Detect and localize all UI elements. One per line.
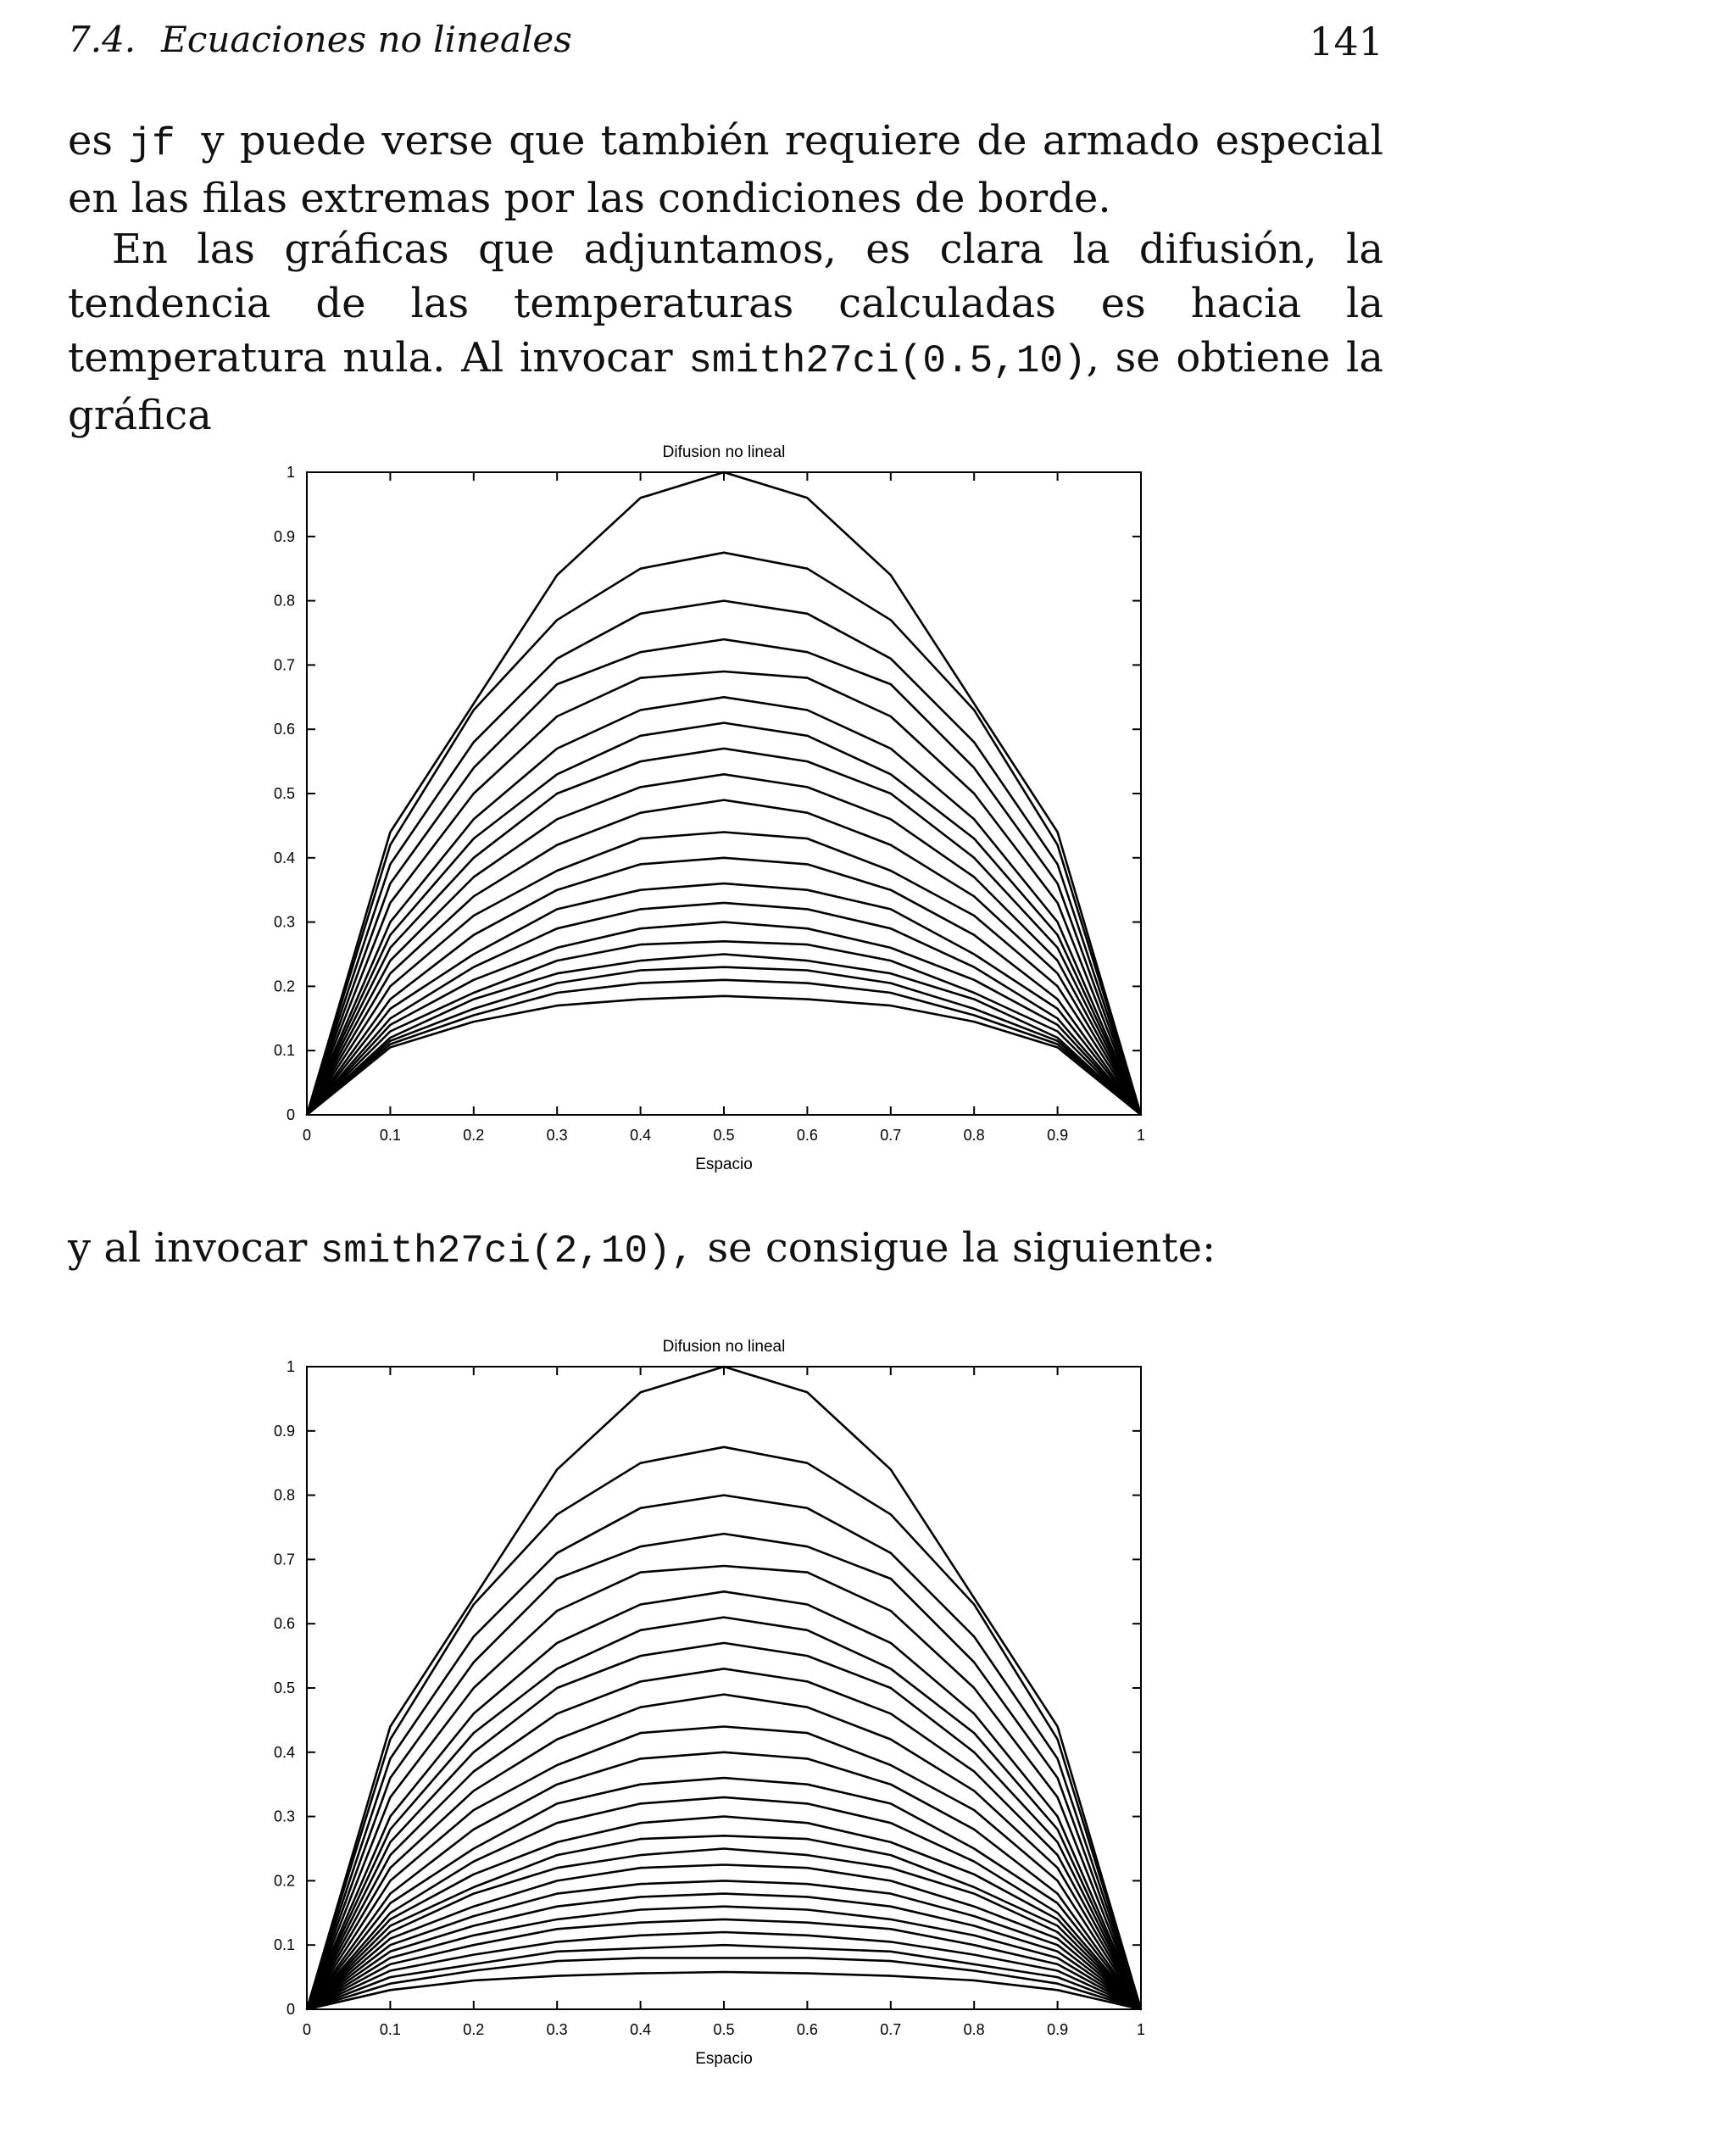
chart-1-svg	[246, 428, 1178, 1208]
series-line	[307, 697, 1141, 1115]
y-tick-label: 0.3	[273, 913, 295, 931]
x-tick-label: 0.7	[880, 1127, 902, 1144]
x-tick-label: 0.8	[963, 2021, 985, 2038]
paragraph-1-text: y puede verse que también requiere de armado especial en las filas extremas por las condiciones de borde.	[68, 117, 1383, 222]
series-line	[307, 1727, 1141, 2010]
x-tick-label: 0.5	[713, 2021, 735, 2038]
y-tick-label: 0.7	[273, 1551, 295, 1568]
series-line	[307, 1566, 1141, 2009]
x-tick-label: 0.7	[880, 2021, 902, 2038]
y-tick-label: 1	[286, 1358, 295, 1375]
chart-1	[246, 428, 1178, 1208]
series-line	[307, 967, 1141, 1115]
section-number: 7.4.	[68, 19, 136, 60]
series-line	[307, 671, 1141, 1115]
y-tick-label: 0.1	[273, 1936, 295, 1954]
x-tick-label: 0.1	[379, 1127, 401, 1144]
x-tick-label: 0	[302, 1127, 312, 1144]
paragraph-2-suffix: , se obtiene la gráfica	[68, 334, 1384, 439]
inline-code-call-1: smith27ci(0.5,10)	[688, 339, 1087, 383]
running-header	[68, 19, 1383, 70]
chart-title: Difusion no lineal	[662, 443, 786, 461]
section-heading	[68, 19, 572, 60]
x-tick-label: 0.4	[630, 2021, 652, 2038]
x-tick-label: 0.3	[546, 2021, 568, 2038]
paragraph-2	[68, 222, 1383, 443]
x-axis-label: Espacio	[695, 2050, 753, 2068]
paragraph-2-text: En las gráficas que adjuntamos, es clara la difusión, la tendencia de las temperaturas calculadas es hacia la temperatura nula. Al invocar	[68, 226, 1383, 382]
chart-2-svg	[246, 1323, 1178, 2103]
x-tick-label: 1	[1136, 2021, 1146, 2038]
y-tick-label: 0.3	[273, 1808, 295, 1825]
inline-code-jf: jf	[128, 122, 202, 166]
y-tick-label: 0.1	[273, 1042, 295, 1060]
paragraph-3-prefix: y al invocar	[68, 1224, 320, 1272]
y-tick-label: 0.9	[273, 527, 295, 545]
x-tick-label: 0.6	[796, 1127, 818, 1144]
series-line	[307, 1447, 1141, 2009]
y-tick-label: 0.5	[273, 785, 295, 802]
y-tick-label: 0.6	[273, 721, 295, 738]
y-tick-label: 0.5	[273, 1679, 295, 1696]
y-tick-label: 0.4	[273, 1743, 295, 1761]
paragraph-1-prefix: es	[68, 117, 129, 164]
y-tick-label: 0.4	[273, 849, 295, 866]
x-tick-label: 0.2	[463, 1127, 485, 1144]
x-tick-label: 0.2	[463, 2021, 485, 2038]
chart-title: Difusion no lineal	[662, 1338, 786, 1356]
paragraph-1	[68, 114, 1383, 226]
inline-code-call-2: smith27ci(2,10),	[320, 1229, 695, 1273]
x-tick-label: 0.6	[796, 2021, 818, 2038]
y-tick-label: 0	[286, 1106, 295, 1123]
x-tick-label: 0.4	[630, 1127, 652, 1144]
page-number: 141	[1309, 19, 1383, 64]
paragraph-3	[68, 1221, 1383, 1278]
series-line	[307, 980, 1141, 1115]
y-tick-label: 0.2	[273, 1872, 295, 1890]
y-tick-label: 1	[286, 464, 295, 481]
series-line	[307, 858, 1141, 1115]
paragraph-3-suffix: se consigue la siguiente:	[694, 1224, 1216, 1272]
x-tick-label: 0.8	[963, 1127, 985, 1144]
series-line	[307, 639, 1141, 1115]
x-tick-label: 0.9	[1047, 1127, 1069, 1144]
x-tick-label: 1	[1136, 1127, 1146, 1144]
series-line	[307, 833, 1141, 1116]
x-tick-label: 0.1	[379, 2021, 401, 2038]
y-tick-label: 0.9	[273, 1422, 295, 1440]
y-tick-label: 0	[286, 2001, 295, 2018]
x-tick-label: 0	[302, 2021, 312, 2038]
x-tick-label: 0.3	[546, 1127, 568, 1144]
section-title: Ecuaciones no lineales	[161, 19, 572, 60]
x-tick-label: 0.5	[713, 1127, 735, 1144]
series-line	[307, 996, 1141, 1115]
x-tick-label: 0.9	[1047, 2021, 1069, 2038]
series-line	[307, 1894, 1141, 2009]
chart-2	[246, 1323, 1178, 2103]
y-tick-label: 0.7	[273, 656, 295, 674]
y-tick-label: 0.8	[273, 1486, 295, 1504]
x-axis-label: Espacio	[695, 1156, 753, 1173]
y-tick-label: 0.6	[273, 1615, 295, 1633]
y-tick-label: 0.8	[273, 592, 295, 610]
y-tick-label: 0.2	[273, 978, 295, 995]
